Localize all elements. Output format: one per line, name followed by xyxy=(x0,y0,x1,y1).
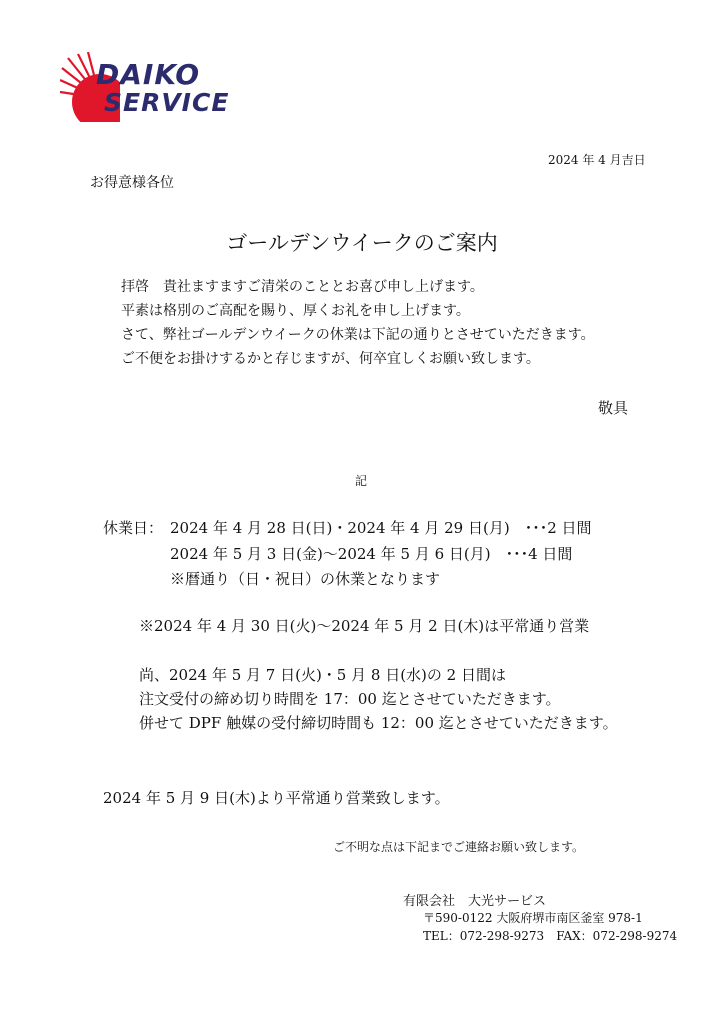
greeting-line-2: 平素は格別のご高配を賜り、厚くお礼を申し上げます。 xyxy=(121,303,470,319)
company-name: 有限会社 大光サービス xyxy=(403,894,547,909)
logo-line2: SERVICE xyxy=(104,88,230,117)
note-line-2: 注文受付の締め切り時間を 17：00 迄とさせていただきます。 xyxy=(139,690,561,708)
holiday-label: 休業日： xyxy=(103,519,164,537)
company-logo xyxy=(60,52,240,132)
closing-keigu: 敬具 xyxy=(598,399,629,417)
company-tel-fax: TEL：072-298-9273 FAX：072-298-9274 xyxy=(423,929,678,943)
page-title: ゴールデンウイークのご案内 xyxy=(226,231,498,255)
note-line-3: 併せて DPF 触媒の受付締切時間も 12：00 迄とさせていただきます。 xyxy=(139,714,618,732)
holiday-line-3: ※暦通り（日・祝日）の休業となります xyxy=(170,570,441,588)
company-address: 〒590-0122 大阪府堺市南区釜室 978-1 xyxy=(423,911,643,925)
document-date: 2024 年 4 月吉日 xyxy=(548,153,646,167)
ki-heading: 記 xyxy=(355,474,368,488)
logo-line1: DAIKO xyxy=(96,58,201,91)
normal-business-note: ※2024 年 4 月 30 日(火)～2024 年 5 月 2 日(木)は平常通り営業 xyxy=(139,617,590,635)
greeting-line-1: 拝啓 貴社ますますご清栄のこととお喜び申し上げます。 xyxy=(121,279,484,295)
holiday-line-2: 2024 年 5 月 3 日(金)～2024 年 5 月 6 日(月) ･･･4 日間 xyxy=(170,545,573,563)
greeting-line-3: さて、弊社ゴールデンウイークの休業は下記の通りとさせていただきます。 xyxy=(121,327,595,343)
greeting-line-4: ご不便をお掛けするかと存じますが、何卒宜しくお願い致します。 xyxy=(121,351,540,367)
note-line-1: 尚、2024 年 5 月 7 日(火)・5 月 8 日(水)の 2 日間は xyxy=(139,666,506,684)
contact-note: ご不明な点は下記までご連絡お願い致します。 xyxy=(333,840,585,854)
resume-note: 2024 年 5 月 9 日(木)より平常通り営業致します。 xyxy=(103,789,450,807)
addressee: お得意様各位 xyxy=(90,175,174,191)
holiday-line-1: 2024 年 4 月 28 日(日)・2024 年 4 月 29 日(月) ･･･2 日間 xyxy=(170,519,592,537)
